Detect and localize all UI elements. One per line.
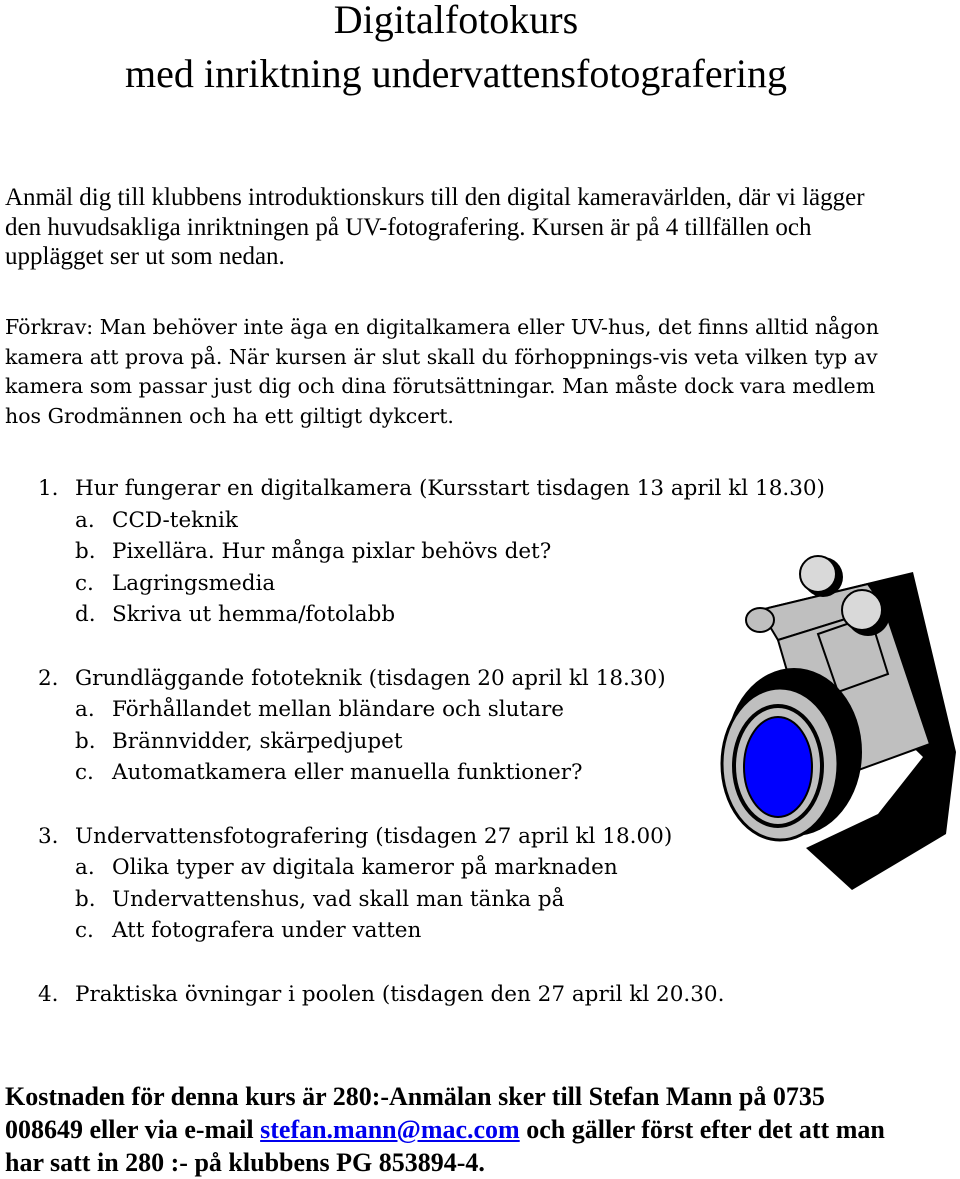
topic-item	[75, 852, 818, 884]
page-subtitle: med inriktning undervattensfotografering	[124, 51, 788, 96]
cost-and-registration	[5, 1080, 905, 1179]
topic-letter: b.	[75, 886, 96, 912]
session-title: Hur fungerar en digitalkamera (Kursstart tisdagen 13 april kl 18.30)	[75, 476, 825, 501]
session-item	[38, 821, 818, 947]
topic-item	[75, 757, 818, 789]
topic-letter: d.	[75, 602, 96, 627]
topic-text: Olika typer av digitala kameror på marknaden	[112, 855, 618, 880]
topic-text: Brännvidder, skärpedjupet	[112, 728, 403, 754]
topic-item	[75, 884, 818, 916]
session-list	[38, 473, 825, 1042]
session-number: 1.	[38, 476, 59, 501]
topic-item	[75, 726, 818, 758]
topic-text: Skriva ut hemma/fotolabb	[112, 602, 396, 627]
topic-item	[75, 915, 818, 947]
intro-paragraph: Anmäl dig till klubbens introduktionskurs till den digital kameravärlden, där vi lägger den huvudsakliga inriktningen på UV-fotografering. Kursen är på 4 tillfällen och upplägget ser ut som nedan.	[5, 184, 865, 270]
topic-text: Förhållandet mellan bländare och slutare	[112, 697, 564, 722]
footer-text-before: Kostnaden för denna kurs är 280:-Anmälan sker till Stefan Mann på 0735 008649 eller via e-mail	[5, 1082, 825, 1144]
topic-text: Pixellära. Hur många pixlar behövs det?	[112, 539, 552, 564]
prerequisites-paragraph: Förkrav: Man behöver inte äga en digitalkamera eller UV-hus, det finns alltid någon kamera att prova på. När kursen är slut skall du förhoppnings-vis veta vilken typ av kamera som passar just dig och dina förutsättningar. Man måste dock vara medlem hos Grodmännen och ha ett giltigt dykcert.	[5, 315, 879, 428]
topic-letter: b.	[75, 728, 96, 754]
topic-letter: c.	[75, 570, 94, 596]
topic-letter: a.	[75, 507, 95, 533]
session-title: Grundläggande fototeknik (tisdagen 20 april kl 18.30)	[75, 665, 666, 691]
topic-item	[75, 505, 818, 537]
topic-item	[75, 694, 818, 726]
page-title: Digitalfotokurs	[333, 0, 579, 42]
topic-text: CCD-teknik	[112, 507, 238, 533]
dial-right-icon	[842, 590, 882, 630]
session-number: 4.	[38, 981, 59, 1007]
session-item	[38, 979, 818, 1011]
session-number: 3.	[38, 823, 59, 849]
topic-letter: a.	[75, 697, 95, 722]
topic-letter: c.	[75, 918, 94, 943]
topic-letter: a.	[75, 855, 95, 880]
shutter-button-icon	[746, 608, 774, 632]
session-title: Praktiska övningar i poolen (tisdagen den 27 april kl 20.30.	[75, 981, 725, 1007]
topic-text: Automatkamera eller manuella funktioner?	[112, 760, 583, 785]
topic-item	[75, 568, 818, 600]
footer-text-after: och gäller först efter det att man har satt in 280 :- på klubbens PG 853894-4.	[5, 1115, 885, 1177]
topic-text: Lagringsmedia	[112, 570, 276, 596]
camera-icon	[718, 552, 960, 892]
session-number: 2.	[38, 665, 59, 691]
session-item	[38, 663, 818, 789]
lens-glass-icon	[744, 717, 812, 817]
topic-letter: c.	[75, 760, 94, 785]
topic-letter: b.	[75, 539, 96, 564]
email-link[interactable]: stefan.mann@mac.com	[260, 1115, 520, 1144]
topic-text: Att fotografera under vatten	[112, 918, 422, 943]
topic-text: Undervattenshus, vad skall man tänka på	[112, 886, 565, 912]
topic-item	[75, 599, 818, 631]
dial-left-icon	[800, 556, 836, 592]
topic-item	[75, 536, 818, 568]
session-title: Undervattensfotografering (tisdagen 27 april kl 18.00)	[75, 823, 673, 849]
session-item	[38, 473, 825, 631]
